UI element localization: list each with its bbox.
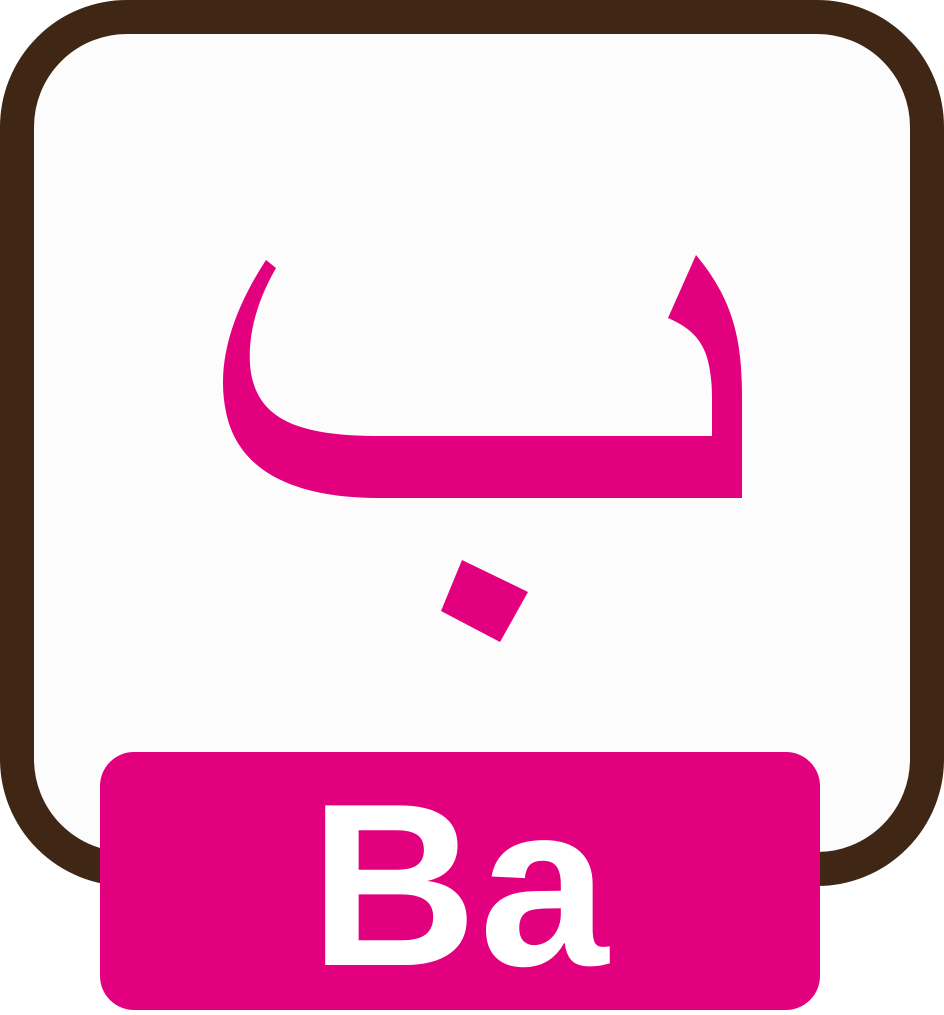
letter-name-label: Ba: [309, 756, 611, 1015]
letter-label-box: [100, 752, 820, 1015]
